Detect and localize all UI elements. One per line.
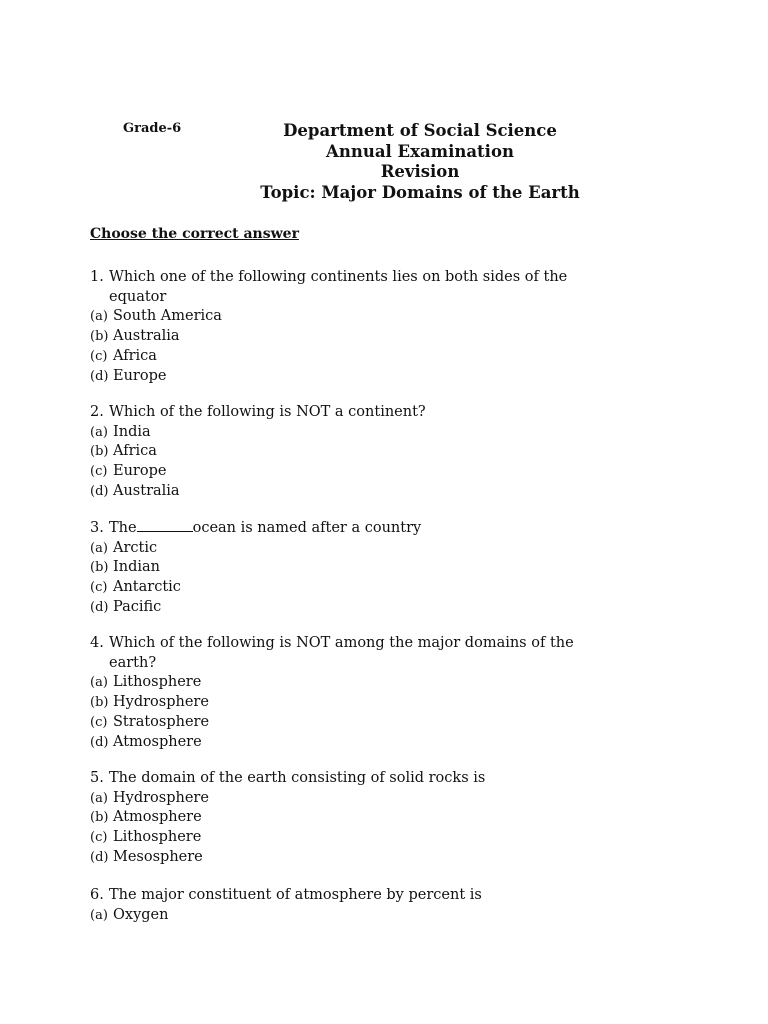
question-number: 2. — [90, 404, 104, 420]
option-c — [90, 347, 650, 367]
option-text: Oxygen — [113, 906, 169, 923]
option-letter: (a) — [90, 540, 108, 556]
question-2 — [90, 403, 650, 502]
instruction-heading: Choose the correct answer — [90, 226, 299, 242]
option-text: Europe — [113, 367, 167, 384]
exam-title: Annual Examination — [326, 141, 514, 161]
option-text: Indian — [113, 559, 160, 576]
topic-title: Topic: Major Domains of the Earth — [260, 182, 580, 202]
option-text: Hydrosphere — [113, 789, 209, 806]
option-text: Hydrosphere — [113, 694, 209, 711]
option-d — [90, 733, 650, 753]
question-text: The domain of the earth consisting of solid rocks is — [109, 770, 486, 786]
question-text: Which of the following is NOT a continent? — [109, 404, 426, 420]
revision-subtitle: Revision — [380, 162, 460, 181]
option-text: Africa — [113, 443, 157, 460]
option-a — [90, 539, 650, 559]
question-6 — [90, 886, 650, 925]
option-letter: (c) — [90, 714, 108, 730]
option-text: India — [113, 423, 151, 440]
question-text-continued: equator — [109, 288, 167, 305]
option-text: Australia — [113, 482, 180, 499]
option-text: Pacific — [113, 598, 162, 615]
question-text-start: The — [109, 520, 137, 536]
question-3 — [90, 519, 650, 618]
option-c — [90, 578, 650, 598]
option-c — [90, 713, 650, 733]
option-letter: (a) — [90, 907, 108, 923]
option-text: South America — [113, 308, 222, 325]
option-b — [90, 558, 650, 578]
option-text: Lithosphere — [113, 829, 202, 846]
option-a — [90, 423, 650, 443]
question-text: The major constituent of atmosphere by percent is — [109, 887, 482, 903]
option-b — [90, 693, 650, 713]
question-text: Which of the following is NOT among the major domains of the — [109, 635, 574, 651]
option-c — [90, 828, 650, 848]
option-d — [90, 482, 650, 502]
option-text: Atmosphere — [113, 809, 202, 826]
option-letter: (a) — [90, 675, 108, 691]
option-letter: (a) — [90, 309, 108, 325]
question-number: 6. — [90, 887, 104, 903]
option-letter: (c) — [90, 580, 108, 596]
option-text: Mesosphere — [113, 848, 203, 865]
option-letter: (d) — [90, 599, 109, 615]
option-a — [90, 789, 650, 809]
question-number: 3. — [90, 520, 104, 536]
option-letter: (d) — [90, 368, 109, 384]
grade-label: Grade-6 — [123, 121, 182, 136]
option-a — [90, 906, 650, 926]
question-number: 4. — [90, 635, 104, 651]
option-d — [90, 367, 650, 387]
option-text: Stratosphere — [113, 713, 210, 730]
option-text: Africa — [113, 347, 157, 364]
question-text — [109, 519, 421, 539]
question-number: 5. — [90, 770, 104, 786]
question-5 — [90, 769, 650, 868]
option-b — [90, 808, 650, 828]
option-b — [90, 442, 650, 462]
option-text: Arctic — [113, 539, 158, 556]
option-text: Antarctic — [113, 579, 181, 596]
department-title: Department of Social Science — [283, 121, 557, 140]
option-text: Australia — [113, 328, 180, 345]
option-letter: (c) — [90, 830, 108, 846]
option-letter: (b) — [90, 810, 109, 826]
question-text-continued: earth? — [109, 654, 157, 671]
option-letter: (d) — [90, 734, 109, 750]
option-a — [90, 307, 650, 327]
option-letter: (b) — [90, 444, 109, 460]
option-letter: (c) — [90, 348, 108, 364]
option-letter: (a) — [90, 424, 108, 440]
question-text: Which one of the following continents lies on both sides of the — [109, 269, 568, 285]
question-number: 1. — [90, 269, 104, 285]
exam-header — [200, 121, 640, 203]
option-letter: (b) — [90, 560, 109, 576]
option-letter: (b) — [90, 329, 109, 345]
option-c — [90, 462, 650, 482]
option-letter: (c) — [90, 464, 108, 480]
option-text: Europe — [113, 463, 167, 480]
option-letter: (d) — [90, 849, 109, 865]
option-letter: (d) — [90, 483, 109, 499]
option-letter: (b) — [90, 695, 109, 711]
fill-blank — [137, 530, 193, 532]
option-d — [90, 848, 650, 868]
option-text: Lithosphere — [113, 674, 202, 691]
option-b — [90, 327, 650, 347]
question-text-end: ocean is named after a country — [192, 520, 422, 536]
option-d — [90, 598, 650, 618]
option-text: Atmosphere — [113, 733, 202, 750]
option-a — [90, 673, 650, 693]
question-4 — [90, 634, 650, 752]
option-letter: (a) — [90, 790, 108, 806]
question-1 — [90, 268, 650, 386]
